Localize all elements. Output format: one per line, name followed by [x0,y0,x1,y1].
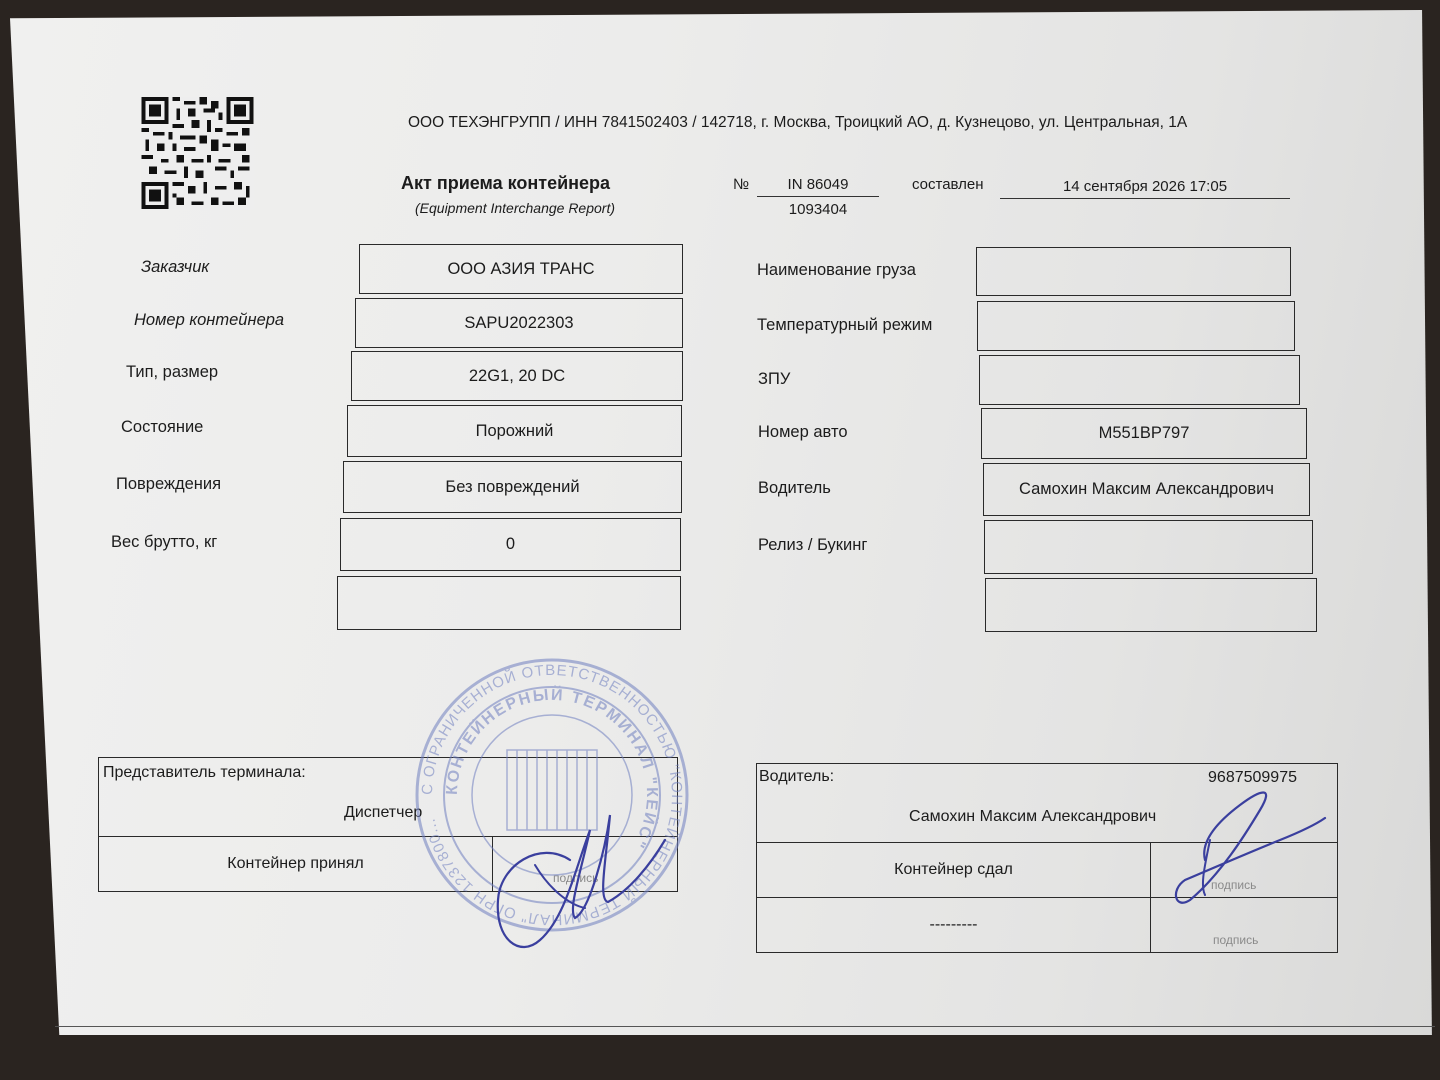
driver-phone: 9687509975 [1208,769,1297,786]
company-line: ООО ТЕХЭНГРУПП / ИНН 7841502403 / 142718, г. Москва, Троицкий АО, д. Кузнецово, ул. Центральная, 1А [408,114,1188,131]
field-condition: Порожний [347,405,682,457]
field-driver: Самохин Максим Александрович [983,463,1310,516]
qr-code [140,97,255,209]
driver-name: Самохин Максим Александрович [909,808,1157,825]
driver-dashes: --------- [757,898,1151,953]
field-type-size: 22G1, 20 DC [351,351,683,401]
document-subtitle: (Equipment Interchange Report) [415,200,615,216]
field-vehicle-number: М551ВР797 [981,408,1307,459]
field-seal [979,355,1300,405]
number-sign: № [733,176,750,193]
field-release-booking [984,520,1313,574]
field-cargo-name [976,247,1291,296]
label-customer: Заказчик [141,258,210,276]
label-seal: ЗПУ [758,370,791,388]
label-condition: Состояние [121,418,204,436]
document-number-sub: 1093404 [788,201,848,218]
field-damages: Без повреждений [343,461,682,513]
terminal-sign-hint: подпись [553,871,599,885]
driver-action: Контейнер сдал [757,843,1151,898]
terminal-role: Диспетчер [344,804,423,821]
field-container-number: SAPU2022303 [355,298,683,348]
driver-sign-hint-2: подпись [1213,933,1259,947]
label-release-booking: Релиз / Букинг [758,536,868,554]
terminal-handwritten-signature [480,790,680,960]
label-driver: Водитель [758,479,831,497]
driver-sign-hint-1: подпись [1211,878,1257,892]
terminal-heading: Представитель терминала: [103,764,306,781]
label-type-size: Тип, размер [126,363,219,381]
field-extra-right [985,578,1317,632]
field-gross-weight: 0 [340,518,681,571]
field-extra-left [337,576,681,630]
composed-label: составлен [912,176,984,193]
field-customer: ООО АЗИЯ ТРАНС [359,244,683,294]
driver-heading: Водитель: [759,768,835,785]
field-temperature-mode [977,301,1295,351]
label-temperature-mode: Температурный режим [757,316,933,334]
table-surface [0,1035,1440,1080]
driver-handwritten-signature [1160,780,1340,920]
document-title: Акт приема контейнера [401,173,611,193]
label-vehicle-number: Номер авто [758,423,848,441]
label-cargo-name: Наименование груза [757,261,916,279]
label-container-number: Номер контейнера [134,311,285,329]
document-number: IN 86049 [757,176,879,197]
label-damages: Повреждения [116,475,222,493]
stamp-outer-text: С ОГРАНИЧЕННОЙ ОТВЕТСТВЕННОСТЬЮ "КОНТЕЙНЕРНЫЙ ТЕРМИНАЛ" ОГРН 1237800... [418,661,686,929]
label-gross-weight: Вес брутто, кг [111,533,218,551]
page-bottom-rule [55,1026,1435,1027]
terminal-action: Контейнер принял [99,837,493,892]
composed-date: 14 сентября 2026 17:05 [1000,178,1290,199]
stamp-inner-text: КОНТЕЙНЕРНЫЙ ТЕРМИНАЛ "КЕЙС" [443,686,661,852]
